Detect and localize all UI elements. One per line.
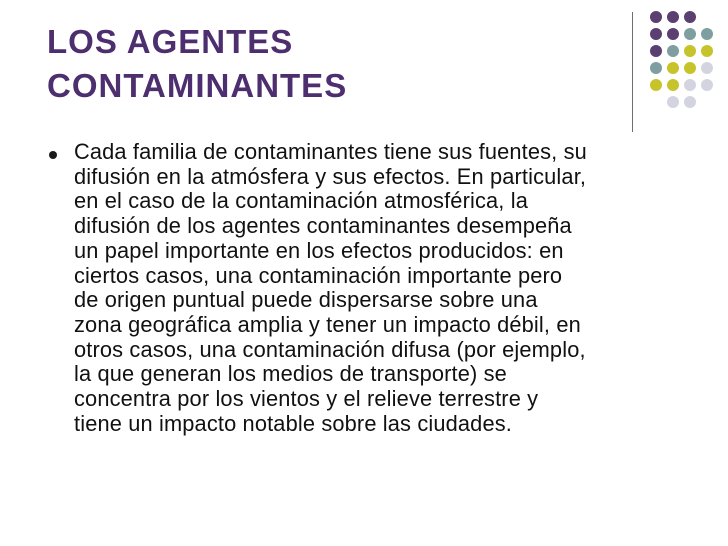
- decoration-dot: [667, 96, 679, 108]
- body-line-2: difusión en la atmósfera y sus efectos. En particular,: [74, 163, 587, 189]
- body-line-3: en el caso de la contaminación atmosférica, la: [74, 188, 528, 214]
- decoration-dot: [684, 11, 696, 23]
- body-line-12: tiene un impacto notable sobre las ciudades.: [74, 410, 512, 436]
- decoration-dot: [684, 45, 696, 57]
- body-line-4: difusión de los agentes contaminantes desempeña: [74, 213, 572, 239]
- body-list: [47, 140, 697, 436]
- decoration-dot: [667, 11, 679, 23]
- title-line-2: CONTAMINANTES: [47, 67, 348, 104]
- decoration-dot: [684, 96, 696, 108]
- decoration-dot: [701, 45, 713, 57]
- slide-title: [47, 20, 347, 108]
- decoration-dot: [650, 11, 662, 23]
- decoration-dot: [650, 45, 662, 57]
- decoration-dot: [701, 28, 713, 40]
- decoration-dot: [650, 62, 662, 74]
- title-line-1: LOS AGENTES: [47, 23, 294, 60]
- bullet-text: [74, 140, 697, 436]
- body-line-1: Cada familia de contaminantes tiene sus fuentes, su: [74, 139, 587, 164]
- decoration-dot: [684, 28, 696, 40]
- body-line-6: ciertos casos, una contaminación importante pero: [74, 262, 563, 288]
- body-line-5: un papel importante en los efectos producidos: en: [74, 237, 564, 263]
- decoration-dot: [701, 79, 713, 91]
- decoration-dot: [667, 62, 679, 74]
- body-line-11: concentra por los vientos y el relieve terrestre y: [74, 386, 539, 412]
- body-line-10: la que generan los medios de transporte) se: [74, 361, 507, 387]
- body-line-7: de origen puntual puede dispersarse sobre una: [74, 287, 538, 313]
- vertical-divider: [632, 12, 633, 132]
- bullet-item: [47, 140, 697, 436]
- body-line-9: otros casos, una contaminación difusa (por ejemplo,: [74, 336, 586, 362]
- decoration-dot: [667, 28, 679, 40]
- decoration-dot: [650, 79, 662, 91]
- body-line-8: zona geográfica amplia y tener un impacto débil, en: [74, 311, 581, 337]
- decoration-dot: [667, 79, 679, 91]
- decoration-dot: [667, 45, 679, 57]
- decoration-dot: [701, 62, 713, 74]
- decoration-dot: [650, 28, 662, 40]
- bullet-icon: [49, 151, 57, 159]
- decoration-dot: [684, 62, 696, 74]
- decoration-dot: [684, 79, 696, 91]
- dot-grid-icon: [645, 11, 725, 131]
